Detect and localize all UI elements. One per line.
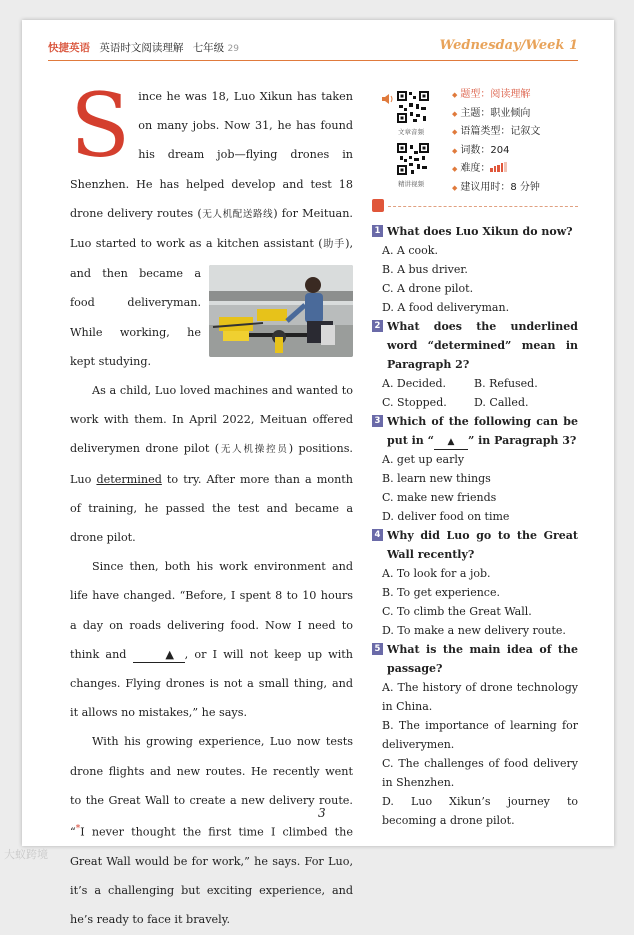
- question-number-2: 2: [372, 320, 383, 332]
- page-header: [48, 38, 578, 61]
- header-day-week: Wednesday/Week 1: [439, 38, 578, 53]
- drone-pilot-photo: [209, 265, 353, 357]
- questions-divider: [372, 199, 578, 213]
- watermark: 大蚁跨境: [4, 848, 48, 861]
- option-1d[interactable]: D. A food deliveryman.: [382, 301, 510, 314]
- option-2c[interactable]: C. Stopped.: [382, 396, 447, 409]
- question-text-5: What is the main idea of the passage?: [387, 643, 578, 675]
- question-text-1: What does Luo Xikun do now?: [387, 225, 573, 238]
- drop-cap: S: [70, 74, 131, 177]
- annotation-star: *: [75, 824, 81, 835]
- info-item-theme: ◆ 主题：职业倾向: [452, 107, 531, 119]
- p3-text-b: , or I will not keep up with changes. Flying drones is not a small thing, and it allows no mistakes,” he says.: [70, 647, 353, 720]
- p4-text-a: With his growing experience, Luo now tests drone flights and new routes. He recently went to the Great Wall to create a new delivery route. “: [70, 735, 353, 839]
- option-5b[interactable]: B. The importance of learning for deliverymen.: [382, 719, 578, 751]
- question-number-3: 3: [372, 415, 383, 427]
- question-1: [372, 222, 578, 317]
- speaker-icon: [382, 94, 394, 104]
- pencil-icon: [372, 199, 384, 212]
- photo-illustration: [209, 265, 353, 357]
- difficulty-bar: [490, 168, 493, 172]
- question-text-4: Why did Luo go to the Great Wall recently?: [387, 529, 578, 561]
- info-item-genre: ◆ 语篇类型：记叙文: [452, 126, 541, 137]
- info-list: [452, 86, 540, 197]
- header-series: 英语时文阅读理解: [99, 42, 184, 54]
- p1-text-a: ince he was 18, Luo Xikun has taken on many jobs. Now 31, he has found his dream job—flying drones in Shenzhen. He has helped develop and test 18 drone delivery routes (: [70, 90, 353, 220]
- question-text-3: Which of the following can be put in “ ▲ ” in Paragraph 3?: [387, 412, 578, 450]
- difficulty-bar: [494, 166, 497, 172]
- qr-code-video-icon[interactable]: [396, 142, 430, 176]
- question-number-1: 1: [372, 225, 383, 237]
- p1-chinese-gloss-2: 助手: [322, 239, 346, 251]
- option-1b[interactable]: B. A bus driver.: [382, 263, 468, 276]
- info-item-difficulty: ◆ 难度：: [452, 160, 540, 179]
- article-paragraph-1: [70, 74, 353, 376]
- header-left: [48, 40, 239, 55]
- difficulty-bar: [497, 165, 500, 172]
- info-box: [372, 82, 578, 192]
- p3-text-a: Since then, both his work environment and life have changed. “Before, I spent 8 to 10 hours a day on roads delivering food. Now I need to think and: [70, 560, 353, 661]
- p1-text-b: ) for Meituan. Luo started to work as a kitchen assistant (: [70, 206, 353, 251]
- blank-triangle-question: ▲: [434, 436, 468, 450]
- option-2a[interactable]: A. Decided.: [382, 377, 447, 390]
- qr-video-caption: 精讲视频: [398, 180, 424, 188]
- option-3b[interactable]: B. learn new things: [382, 472, 491, 485]
- difficulty-bars-icon: [490, 161, 508, 179]
- question-2: [372, 317, 578, 412]
- option-3c[interactable]: C. make new friends: [382, 491, 497, 504]
- p4-text-b: I never thought the first time I climbed the Great Wall would be for work,” he says. For Luo, it’s a challenging but exciting experience, and he’s ready to face it bravely.: [70, 825, 353, 927]
- option-2b[interactable]: B. Refused.: [474, 377, 538, 390]
- option-5d[interactable]: D. Luo Xikun’s journey to becoming a drone pilot.: [382, 795, 578, 827]
- header-brand: 快捷英语: [48, 42, 90, 54]
- option-1c[interactable]: C. A drone pilot.: [382, 282, 474, 295]
- page-number: 3: [318, 806, 326, 820]
- header-grade: 七年级: [192, 42, 225, 54]
- questions: [372, 222, 578, 830]
- question-4: [372, 526, 578, 640]
- p1-chinese-gloss: 无人机配送路线: [201, 208, 274, 220]
- option-5a[interactable]: A. The history of drone technology in China.: [382, 681, 578, 713]
- option-4a[interactable]: A. To look for a job.: [382, 567, 491, 580]
- option-5c[interactable]: C. The challenges of food delivery in Shenzhen.: [382, 757, 578, 789]
- article-paragraph-3: [70, 552, 353, 727]
- article-paragraph-4: [70, 727, 353, 934]
- p2-text-b: ) positions. Luo: [70, 442, 353, 486]
- option-4b[interactable]: B. To get experience.: [382, 586, 500, 599]
- p2-text-c: to try. After more than a month of training, he passed the test and became a drone pilot.: [70, 472, 353, 545]
- p2-text-a: As a child, Luo loved machines and wanted to work with them. In April 2022, Meituan offered deliverymen drone pilot (: [70, 384, 353, 456]
- qr-code-audio-icon[interactable]: [396, 90, 430, 124]
- p2-chinese-gloss: 无人机操控员: [219, 444, 289, 456]
- option-3d[interactable]: D. deliver food on time: [382, 510, 510, 523]
- article-paragraph-2: [70, 376, 353, 552]
- difficulty-bar: [504, 162, 507, 172]
- underlined-word: determined: [96, 472, 162, 486]
- option-4d[interactable]: D. To make a new delivery route.: [382, 624, 566, 637]
- question-3: [372, 412, 578, 526]
- info-item-word-count: ◆ 词数：204: [452, 144, 510, 156]
- p1-text-c: ), and then became a food deliveryman. While working, he kept studying.: [70, 237, 353, 368]
- info-item-time: ◆ 建议用时：8 分钟: [452, 181, 540, 193]
- option-3a[interactable]: A. get up early: [382, 453, 465, 466]
- question-text-2: What does the underlined word “determined” mean in Paragraph 2?: [387, 320, 578, 371]
- header-grade-page: 29: [227, 44, 239, 54]
- blank-triangle: ▲: [133, 648, 185, 663]
- option-4c[interactable]: C. To climb the Great Wall.: [382, 605, 532, 618]
- question-5: [372, 640, 578, 830]
- article-body: [70, 74, 353, 935]
- option-2d[interactable]: D. Called.: [474, 396, 529, 409]
- difficulty-bar: [501, 163, 504, 172]
- option-1a[interactable]: A. A cook.: [382, 244, 438, 257]
- qr-audio-caption: 文章音频: [398, 128, 424, 136]
- question-number-5: 5: [372, 643, 383, 655]
- info-item-type: ◆ 题型：阅读理解: [452, 89, 531, 100]
- question-number-4: 4: [372, 529, 383, 541]
